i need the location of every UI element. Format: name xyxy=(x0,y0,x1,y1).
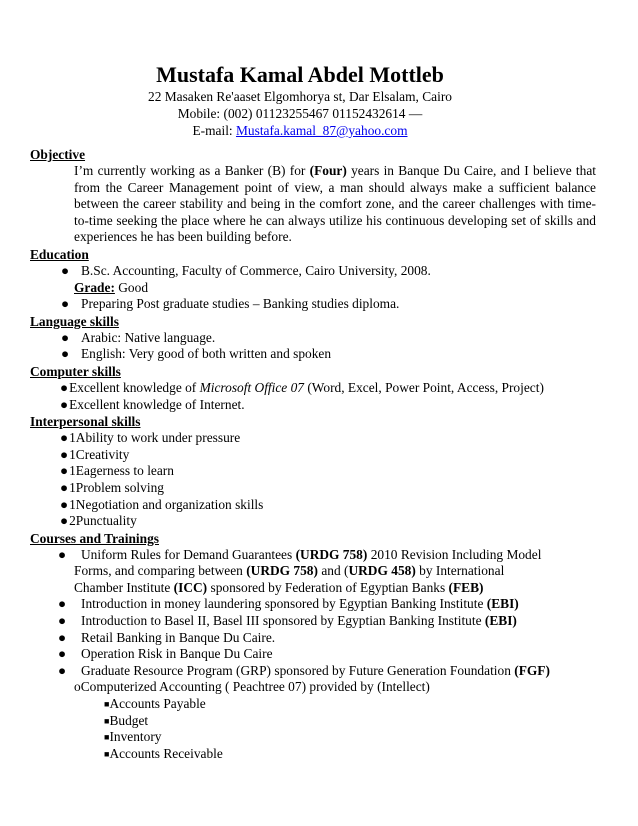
resume-header xyxy=(0,61,600,139)
square-bullet-icon: ■ xyxy=(104,699,110,710)
item-number: 1 xyxy=(69,446,76,462)
course-text: by International xyxy=(415,563,505,579)
list-item xyxy=(30,263,610,280)
list-item xyxy=(30,646,610,663)
skill-text: Creativity xyxy=(75,446,130,462)
office-version: Microsoft Office 07 xyxy=(199,379,304,395)
internet-skill: Excellent knowledge of Internet. xyxy=(69,396,245,412)
section-title-courses: Courses and Trainings xyxy=(30,530,159,546)
skill-text: Punctuality xyxy=(75,513,137,529)
list-item xyxy=(30,463,610,480)
education-list xyxy=(30,263,610,313)
bullet-icon: ● xyxy=(58,662,67,678)
list-item xyxy=(30,547,610,564)
list-item xyxy=(30,497,610,514)
bullet-icon: ● xyxy=(61,262,70,278)
list-item xyxy=(30,296,610,313)
item-number: 1 xyxy=(69,463,76,479)
course-code: (EBI) xyxy=(484,613,517,629)
bullet-icon: ● xyxy=(58,646,67,662)
bullet-icon: ● xyxy=(58,546,67,562)
bullet-icon: ● xyxy=(60,496,69,512)
list-item xyxy=(30,630,610,647)
course-text: 2010 Revision Including Model xyxy=(367,546,542,562)
sub-item-text: Budget xyxy=(109,712,149,728)
course-text: Chamber Institute xyxy=(74,579,174,595)
language-list xyxy=(30,330,610,363)
objective-text-1: I’m currently working as a Banker (B) for xyxy=(74,163,310,178)
list-item xyxy=(30,330,610,347)
course-text: Forms, and comparing between xyxy=(74,563,247,579)
resume-body xyxy=(30,146,610,762)
sub-course-text: Computerized Accounting ( Peachtree 07) provided by (Intellect) xyxy=(80,679,430,695)
course-text: sponsored by Federation of Egyptian Banks xyxy=(207,579,449,595)
skill-text: Negotiation and organization skills xyxy=(75,496,264,512)
section-title-objective: Objective xyxy=(30,147,86,162)
course-text: Graduate Resource Program (GRP) sponsored by Future Generation Foundation xyxy=(81,662,515,678)
square-bullet-icon: ■ xyxy=(104,748,110,759)
section-title-language: Language skills xyxy=(30,313,119,329)
sub-item-text: Accounts Receivable xyxy=(109,745,223,761)
objective-paragraph xyxy=(74,163,596,246)
section-title-computer: Computer skills xyxy=(30,363,121,379)
course-text: and ( xyxy=(317,563,349,579)
skill-text: Ability to work under pressure xyxy=(75,430,241,446)
list-item xyxy=(30,729,610,746)
mobile-line: Mobile: (002) 01123255467 01152432614 — xyxy=(177,106,423,121)
computer-list xyxy=(30,380,610,413)
list-item xyxy=(30,613,610,630)
sub-item-text: Accounts Payable xyxy=(109,696,206,712)
list-item xyxy=(30,513,610,530)
square-bullet-icon: ■ xyxy=(104,732,110,743)
list-item xyxy=(30,447,610,464)
education-diploma: Preparing Post graduate studies – Banking studies diploma. xyxy=(81,296,400,312)
objective-text-2: years in Banque Du Caire, and I believe that from the Career Management point of view, a man should always make a sufficient balance between the career stability and being in the comfort zone, and the career challenges with time-to-time seeking the place where he can always utilize his continuous developing set of skills and experiences he has been building before. xyxy=(74,163,596,245)
course-code: (FGF) xyxy=(514,662,550,678)
list-item xyxy=(30,430,610,447)
list-item xyxy=(30,713,610,730)
sub-item-text: Inventory xyxy=(109,729,162,745)
list-item xyxy=(30,397,610,414)
course-text: Introduction in money laundering sponsored by Egyptian Banking Institute xyxy=(81,596,487,612)
course-text: Operation Risk in Banque Du Caire xyxy=(81,646,273,662)
list-item xyxy=(30,696,610,713)
grade-label: Grade: xyxy=(74,279,115,295)
course-text: Introduction to Basel II, Basel III sponsored by Egyptian Banking Institute xyxy=(81,613,485,629)
candidate-name: Mustafa Kamal Abdel Mottleb xyxy=(156,62,444,87)
square-bullet-icon: ■ xyxy=(104,715,110,726)
item-number: 1 xyxy=(69,496,76,512)
objective-years: (Four) xyxy=(309,163,347,178)
bullet-icon: ● xyxy=(58,613,67,629)
sub-course xyxy=(30,679,610,696)
education-degree: B.Sc. Accounting, Faculty of Commerce, Cairo University, 2008. xyxy=(81,262,431,278)
computer-text: Excellent knowledge of xyxy=(69,379,200,395)
office-apps: (Word, Excel, Power Point, Access, Project) xyxy=(304,379,544,395)
sub-course-items xyxy=(30,696,610,762)
course-code: (FEB) xyxy=(448,579,484,595)
list-item xyxy=(30,663,610,680)
email-line xyxy=(0,122,600,139)
list-item-continued xyxy=(30,563,610,580)
list-item-continued xyxy=(30,580,610,597)
bullet-icon: ● xyxy=(58,629,67,645)
list-item xyxy=(30,480,610,497)
circle-bullet-icon: o xyxy=(74,679,81,695)
interpersonal-list xyxy=(30,430,610,530)
course-code: (URDG 758) xyxy=(295,546,368,562)
item-number: 2 xyxy=(69,513,76,529)
bullet-icon: ● xyxy=(61,346,70,362)
skill-text: Eagerness to learn xyxy=(75,463,174,479)
grade-value: Good xyxy=(114,279,149,295)
item-number: 1 xyxy=(69,430,76,446)
address-line: 22 Masaken Re'aaset Elgomhorya st, Dar Elsalam, Cairo xyxy=(148,89,452,104)
item-number: 1 xyxy=(69,479,76,495)
language-arabic: Arabic: Native language. xyxy=(81,329,216,345)
courses-list xyxy=(30,547,610,680)
bullet-icon: ● xyxy=(60,479,69,495)
bullet-icon: ● xyxy=(60,513,69,529)
bullet-icon: ● xyxy=(61,296,70,312)
skill-text: Problem solving xyxy=(75,479,164,495)
course-code: URDG 458) xyxy=(348,563,416,579)
list-item xyxy=(30,346,610,363)
bullet-icon: ● xyxy=(60,430,69,446)
email-link[interactable]: Mustafa.kamal_87@yahoo.com xyxy=(236,123,408,138)
bullet-icon: ● xyxy=(61,329,70,345)
bullet-icon: ● xyxy=(58,596,67,612)
language-english: English: Very good of both written and spoken xyxy=(81,346,332,362)
grade-line xyxy=(30,280,610,297)
course-code: (URDG 758) xyxy=(246,563,318,579)
course-code: (ICC) xyxy=(173,579,208,595)
course-code: (EBI) xyxy=(486,596,519,612)
section-title-interpersonal: Interpersonal skills xyxy=(30,414,141,430)
bullet-icon: ● xyxy=(60,446,69,462)
course-text: Retail Banking in Banque Du Caire. xyxy=(81,629,276,645)
section-title-education: Education xyxy=(30,246,89,262)
course-text: Uniform Rules for Demand Guarantees xyxy=(81,546,296,562)
list-item xyxy=(30,380,610,397)
list-item xyxy=(30,746,610,763)
list-item xyxy=(30,596,610,613)
bullet-icon: ● xyxy=(60,463,69,479)
bullet-icon: ● xyxy=(60,396,69,412)
bullet-icon: ● xyxy=(60,379,69,395)
email-label: E-mail: xyxy=(192,123,236,138)
